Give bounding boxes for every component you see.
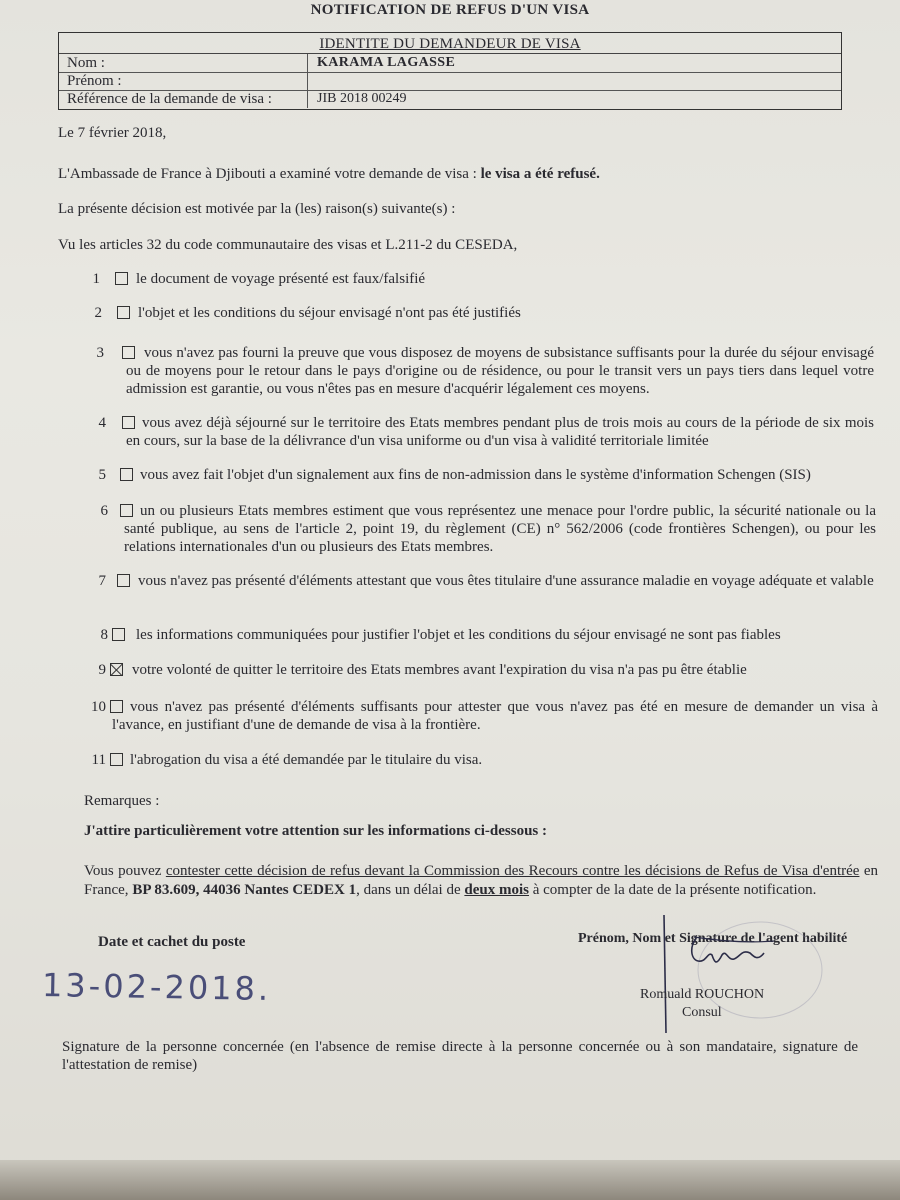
item-checkbox [112, 628, 125, 641]
item-number: 6 [100, 503, 108, 519]
item-number: 9 [98, 662, 106, 678]
item-checkbox [110, 753, 123, 766]
attention-line: J'attire particulièrement votre attention sur les informations ci-dessous : [84, 823, 547, 839]
firstname-label: Prénom : [67, 73, 122, 89]
item-text: l'objet et les conditions du séjour envisagé n'ont pas été justifiés [138, 305, 521, 321]
item-number: 3 [96, 345, 104, 361]
articles-line: Vu les articles 32 du code communautaire des visas et L.211-2 du CESEDA, [58, 237, 518, 253]
item-text: le document de voyage présenté est faux/falsifié [136, 271, 426, 287]
identity-table [58, 32, 842, 110]
agent-title: Consul [682, 1005, 722, 1020]
identity-row-name [59, 54, 841, 73]
person-signature-line: Signature de la personne concernée (en l'absence de remise directe à la personne concernée ou à son mandataire, signature de l'attestation de remise) [62, 1039, 858, 1073]
item-number: 7 [98, 573, 106, 589]
item-number: 5 [98, 467, 106, 483]
item-number: 10 [91, 699, 106, 715]
item-checkbox-checked [110, 663, 123, 676]
appeal-commission: contester cette décision de refus devant la Commission des Recours contre les décisions de Refus de Visa d'entrée [165, 863, 860, 879]
document-title: NOTIFICATION DE REFUS D'UN VISA [310, 2, 590, 18]
post-date-label: Date et cachet du poste [98, 934, 246, 950]
item-number: 1 [92, 271, 100, 287]
identity-row-reference [59, 90, 841, 108]
item-checkbox [115, 272, 128, 285]
name-label: Nom : [67, 55, 105, 71]
column-divider [307, 90, 308, 108]
item-number: 11 [91, 752, 106, 768]
item-text: un ou plusieurs Etats membres estiment que vous représentez une menace pour l'ordre public, la sécurité nationale ou la santé publique, au sens de l'article 2, point 19, du règlement (CE) n° 562/2006 (code frontières Schengen), ou pour les relations internationales d'un ou plusieurs des Etats membres. [124, 503, 876, 555]
item-number: 2 [94, 305, 102, 321]
paper-shadow-edge [0, 1160, 900, 1200]
item-text: vous n'avez pas présenté d'éléments suffisants pour attester que vous n'avez pas été en mesure de demander un visa à l'avance, en justifiant d'une de demande de visa à la frontière. [112, 699, 878, 733]
item-text: vous n'avez pas fourni la preuve que vous disposez de moyens de subsistance suffisants pour la durée du séjour envisagé ou de moyens pour le retour dans le pays d'origine ou de résidence, ou pour le transit vers un pays tiers dans lequel votre admission est garantie, ou vous n'êtes pas en mesure d'acquérir légalement ces moyens. [126, 345, 874, 397]
item-text: votre volonté de quitter le territoire des Etats membres avant l'expiration du visa n'a pas pu être établie [132, 662, 747, 678]
embassy-line [58, 165, 600, 183]
agent-name: Romuald ROUCHON [640, 987, 765, 1002]
motive-line: La présente décision est motivée par la (les) raison(s) suivante(s) : [58, 201, 456, 217]
identity-row-firstname [59, 72, 841, 91]
remarks-label: Remarques : [84, 793, 160, 809]
appeal-paragraph [84, 862, 878, 900]
item-checkbox [120, 468, 133, 481]
agent-label: Prénom, Nom et Signature de l'agent habilité [578, 931, 848, 946]
item-number: 4 [98, 415, 106, 431]
item-text: vous n'avez pas présenté d'éléments attestant que vous êtes titulaire d'une assurance maladie en voyage adéquate et valable [138, 573, 874, 589]
column-divider [307, 54, 308, 72]
item-checkbox [117, 306, 130, 319]
handwritten-date: 13-02-2018. [41, 966, 272, 1008]
appeal-text: à compter de la date de la présente notification. [528, 882, 817, 898]
item-text: l'abrogation du visa a été demandée par le titulaire du visa. [130, 752, 483, 768]
embassy-text: L'Ambassade de France à Djibouti a examiné votre demande de visa : [58, 166, 481, 182]
item-text: vous avez déjà séjourné sur le territoire des Etats membres pendant plus de trois mois au cours de la période de six mois en cours, sur la base de la délivrance d'un visa uniforme ou d'un visa à validité territoriale limitée [126, 415, 874, 449]
date-line: Le 7 février 2018, [58, 125, 167, 141]
item-text: vous avez fait l'objet d'un signalement aux fins de non-admission dans le système d'information Schengen (SIS) [140, 467, 811, 483]
appeal-address: BP 83.609, 44036 Nantes CEDEX 1 [132, 882, 357, 898]
agent-signature [650, 915, 830, 1035]
identity-heading: IDENTITE DU DEMANDEUR DE VISA [59, 33, 841, 54]
appeal-text: , dans un délai de [356, 882, 465, 898]
item-number: 8 [100, 627, 108, 643]
column-divider [307, 72, 308, 90]
refusal-statement: le visa a été refusé. [480, 166, 600, 182]
reference-label: Référence de la demande de visa : [67, 91, 272, 107]
item-text: les informations communiquées pour justifier l'objet et les conditions du séjour envisagé ne sont pas fiables [136, 627, 781, 643]
appeal-deadline: deux mois [464, 882, 529, 898]
appeal-text: Vous pouvez [84, 863, 166, 879]
name-value: KARAMA LAGASSE [317, 55, 456, 70]
appeal-text: en France, [84, 863, 878, 898]
reference-value: JIB 2018 00249 [317, 91, 407, 106]
